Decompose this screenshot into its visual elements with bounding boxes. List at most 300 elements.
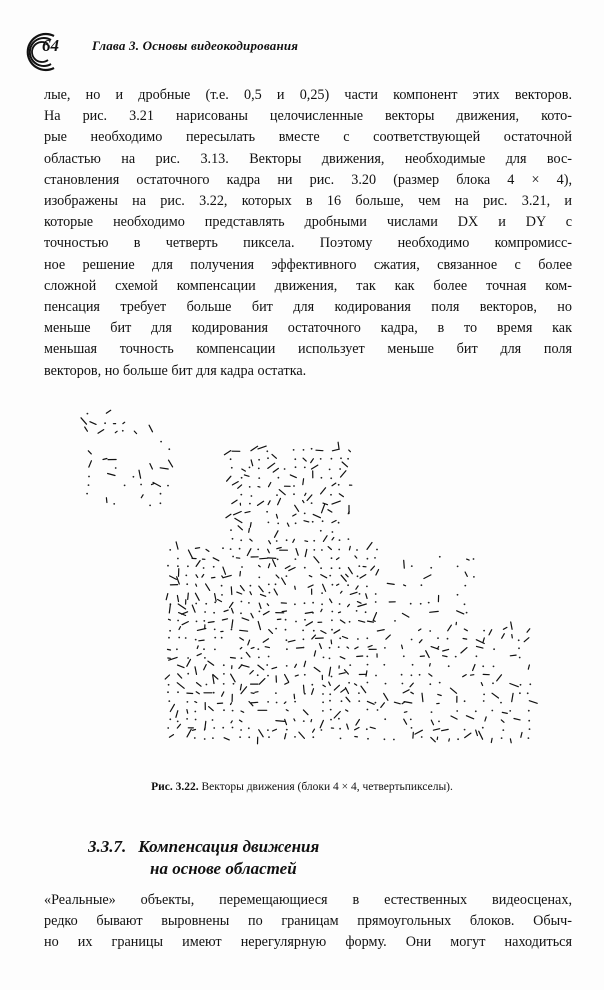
zero-vector-dot (212, 719, 214, 721)
zero-vector-dot (221, 637, 223, 639)
zero-vector-dot (339, 567, 341, 569)
section-number: 3.3.7. (88, 837, 127, 856)
motion-vector-mark (268, 564, 269, 568)
section-title-line2: на основе областей (150, 859, 297, 878)
zero-vector-dot (312, 521, 314, 523)
motion-vector-mark (356, 586, 358, 589)
zero-vector-dot (223, 664, 225, 666)
zero-vector-dot (411, 674, 413, 676)
motion-vector-mark (355, 684, 357, 685)
zero-vector-dot (338, 484, 340, 486)
motion-vector-mark (527, 629, 530, 632)
zero-vector-dot (518, 639, 520, 641)
motion-vector-mark (169, 604, 170, 613)
motion-vector-mark (195, 667, 197, 675)
motion-vector-mark (249, 528, 250, 532)
motion-vector-mark (346, 688, 349, 694)
motion-vector-mark (303, 710, 308, 715)
zero-vector-dot (341, 700, 343, 702)
motion-vector-mark (431, 737, 436, 741)
motion-vector-mark (197, 654, 201, 656)
zero-vector-dot (104, 422, 106, 424)
zero-vector-dot (311, 684, 313, 686)
motion-vector-mark (251, 693, 254, 694)
motion-vector-mark (485, 717, 486, 721)
motion-vector-mark (294, 694, 295, 699)
zero-vector-dot (268, 584, 270, 586)
motion-vector-mark (305, 612, 312, 613)
zero-vector-dot (258, 459, 260, 461)
motion-vector-mark (196, 584, 197, 586)
motion-vector-mark (269, 541, 271, 544)
motion-vector-mark (231, 721, 232, 723)
zero-vector-dot (222, 727, 224, 729)
zero-vector-dot (285, 629, 287, 631)
zero-vector-dot (359, 593, 361, 595)
zero-vector-dot (122, 430, 124, 432)
zero-vector-dot (241, 601, 243, 603)
motion-vector-mark (464, 629, 467, 631)
zero-vector-dot (320, 458, 322, 460)
motion-vector-mark (251, 460, 253, 466)
motion-vector-mark (178, 674, 182, 678)
zero-vector-dot (168, 637, 170, 639)
motion-vector-mark (321, 575, 327, 578)
motion-vector-mark (359, 621, 365, 623)
motion-vector-mark (195, 548, 199, 549)
zero-vector-dot (195, 603, 197, 605)
zero-vector-dot (339, 468, 341, 470)
zero-vector-dot (322, 520, 324, 522)
zero-vector-dot (329, 647, 331, 649)
motion-vector-mark (334, 712, 340, 719)
zero-vector-dot (133, 476, 135, 478)
motion-vector-mark (313, 729, 315, 732)
zero-vector-dot (375, 593, 377, 595)
zero-vector-dot (339, 728, 341, 730)
motion-vector-mark (370, 727, 375, 728)
motion-vector-mark (342, 462, 347, 467)
motion-vector-mark (282, 578, 286, 584)
motion-vector-mark (410, 683, 413, 687)
zero-vector-dot (519, 657, 521, 659)
zero-vector-dot (358, 692, 360, 694)
zero-vector-dot (203, 620, 205, 622)
zero-vector-dot (214, 602, 216, 604)
motion-vector-mark (275, 531, 279, 538)
zero-vector-dot (456, 710, 458, 712)
zero-vector-dot (285, 619, 287, 621)
motion-vector-mark (106, 410, 110, 413)
motion-vector-field-figure (60, 395, 550, 775)
zero-vector-dot (330, 494, 332, 496)
zero-vector-dot (321, 603, 323, 605)
motion-vector-mark (208, 661, 214, 665)
motion-vector-mark (303, 458, 306, 461)
zero-vector-dot (213, 692, 215, 694)
zero-vector-dot (275, 628, 277, 630)
motion-vector-mark (492, 693, 499, 698)
text-line: редко бывают выровнены по границам прямоугольных блоков. Обыч- (44, 913, 572, 930)
motion-vector-mark (304, 661, 306, 666)
zero-vector-dot (412, 664, 414, 666)
motion-vector-mark (199, 640, 204, 641)
zero-vector-dot (349, 664, 351, 666)
zero-vector-dot (348, 682, 350, 684)
motion-vector-mark (305, 541, 308, 542)
motion-vector-mark (334, 630, 340, 633)
motion-vector-mark (241, 665, 249, 667)
motion-vector-mark (346, 697, 350, 702)
motion-vector-mark (213, 675, 214, 683)
motion-vector-mark (177, 577, 180, 584)
motion-vector-mark (182, 612, 188, 614)
motion-vector-mark (231, 587, 232, 595)
motion-vector-mark (251, 446, 258, 450)
zero-vector-dot (520, 684, 522, 686)
motion-vector-mark (273, 560, 276, 567)
motion-vector-mark (178, 665, 185, 668)
motion-vector-mark (316, 450, 323, 451)
motion-vector-mark (471, 675, 474, 676)
zero-vector-dot (213, 566, 215, 568)
motion-vector-mark (337, 584, 339, 585)
motion-vector-mark (524, 638, 529, 642)
zero-vector-dot (519, 692, 521, 694)
motion-vector-mark (202, 575, 204, 578)
zero-vector-dot (331, 611, 333, 613)
motion-vector-mark (323, 536, 327, 542)
motion-vector-mark (197, 646, 198, 649)
zero-vector-dot (295, 466, 297, 468)
zero-vector-dot (430, 567, 432, 569)
motion-vector-mark (240, 684, 241, 690)
zero-vector-dot (196, 621, 198, 623)
zero-vector-dot (276, 540, 278, 542)
zero-vector-dot (356, 610, 358, 612)
motion-vector-mark (85, 427, 88, 431)
zero-vector-dot (277, 523, 279, 525)
text-line: меньшая точность компенсации использует меньше бит для поля (44, 341, 572, 358)
motion-vector-mark (223, 567, 226, 574)
text-line: ное решение для получения эффективного сжатия, связанное с более (44, 256, 572, 273)
motion-vector-mark (491, 738, 492, 742)
motion-vector-mark (295, 505, 299, 511)
section-title-line1: Компенсация движения (138, 837, 320, 856)
motion-vector-mark (259, 565, 261, 566)
motion-vector-mark (343, 637, 348, 639)
motion-vector-mark (309, 576, 312, 577)
motion-vector-mark (177, 724, 180, 728)
motion-vector-mark (276, 721, 285, 722)
motion-vector-mark (367, 543, 372, 550)
zero-vector-dot (321, 549, 323, 551)
motion-vector-mark (192, 605, 195, 612)
motion-vector-mark (272, 454, 276, 458)
motion-vector-mark (269, 483, 271, 487)
motion-vector-mark (521, 733, 522, 738)
motion-vector-mark (103, 459, 107, 460)
motion-vector-mark (165, 675, 169, 679)
zero-vector-dot (294, 458, 296, 460)
zero-vector-dot (186, 583, 188, 585)
zero-vector-dot (483, 700, 485, 702)
zero-vector-dot (286, 665, 288, 667)
zero-vector-dot (329, 658, 331, 660)
motion-vector-mark (295, 586, 296, 589)
zero-vector-dot (321, 592, 323, 594)
zero-vector-dot (248, 602, 250, 604)
motion-vector-mark (357, 602, 361, 604)
motion-vector-mark (265, 647, 269, 648)
motion-vector-mark (250, 671, 254, 674)
zero-vector-dot (230, 458, 232, 460)
motion-vector-mark (287, 523, 289, 526)
motion-vector-mark (286, 710, 288, 711)
zero-vector-dot (294, 701, 296, 703)
motion-vector-mark (295, 675, 298, 676)
text-line: но их границы имеют нерегулярную форму. Они могут находиться (44, 934, 572, 951)
zero-vector-dot (167, 691, 169, 693)
figure-caption (0, 781, 604, 793)
zero-vector-dot (455, 656, 457, 658)
motion-vector-mark (314, 651, 315, 656)
motion-vector-mark (502, 634, 505, 639)
zero-vector-dot (457, 594, 459, 596)
zero-vector-dot (248, 727, 250, 729)
motion-vector-mark (235, 518, 242, 522)
zero-vector-dot (258, 468, 260, 470)
zero-vector-dot (286, 648, 288, 650)
zero-vector-dot (529, 728, 531, 730)
motion-vector-mark (322, 504, 325, 512)
zero-vector-dot (358, 700, 360, 702)
motion-vector-mark (387, 583, 394, 584)
motion-vector-mark (349, 546, 350, 550)
motion-vector-mark (303, 501, 304, 503)
motion-vector-mark (449, 739, 450, 741)
motion-vector-mark (213, 558, 219, 561)
motion-vector-mark (402, 645, 403, 649)
zero-vector-dot (348, 538, 350, 540)
zero-vector-dot (377, 709, 379, 711)
zero-vector-dot (257, 674, 259, 676)
motion-vector-mark (371, 566, 375, 570)
zero-vector-dot (311, 502, 313, 504)
motion-vector-mark (337, 558, 340, 560)
motion-vector-mark (341, 471, 346, 477)
zero-vector-dot (429, 630, 431, 632)
motion-vector-mark (404, 585, 406, 586)
motion-vector-mark (341, 575, 346, 581)
zero-vector-dot (393, 739, 395, 741)
motion-vector-mark (305, 549, 307, 556)
motion-vector-mark (320, 720, 323, 727)
zero-vector-dot (268, 736, 270, 738)
zero-vector-dot (312, 612, 314, 614)
motion-vector-mark (377, 630, 384, 631)
zero-vector-dot (528, 710, 530, 712)
motion-vector-mark (374, 613, 377, 620)
motion-vector-mark (276, 514, 277, 518)
motion-vector-mark (273, 729, 277, 731)
motion-vector-mark (273, 468, 278, 472)
zero-vector-dot (293, 485, 295, 487)
zero-vector-dot (187, 701, 189, 703)
motion-vector-mark (149, 425, 152, 432)
zero-vector-dot (331, 557, 333, 559)
zero-vector-dot (86, 493, 88, 495)
zero-vector-dot (329, 700, 331, 702)
zero-vector-dot (402, 683, 404, 685)
motion-vector-mark (497, 675, 502, 681)
zero-vector-dot (502, 729, 504, 731)
zero-vector-dot (313, 630, 315, 632)
motion-vector-mark (232, 500, 237, 504)
zero-vector-dot (338, 718, 340, 720)
zero-vector-dot (365, 611, 367, 613)
motion-vector-mark (289, 568, 295, 571)
motion-vector-mark (258, 501, 264, 505)
zero-vector-dot (420, 603, 422, 605)
motion-vector-mark (169, 735, 173, 738)
motion-vector-mark (285, 683, 289, 685)
motion-vector-mark (404, 702, 412, 703)
zero-vector-dot (258, 577, 260, 579)
zero-vector-dot (258, 477, 260, 479)
zero-vector-dot (493, 666, 495, 668)
motion-vector-mark (263, 611, 269, 614)
motion-vector-mark (227, 476, 231, 481)
zero-vector-dot (240, 494, 242, 496)
motion-vector-mark (106, 498, 107, 503)
motion-vector-mark (394, 702, 400, 704)
motion-vector-mark (503, 627, 507, 629)
zero-vector-dot (231, 629, 233, 631)
zero-vector-dot (528, 737, 530, 739)
motion-vector-mark (404, 712, 407, 713)
text-line: лые, но и дробные (т.е. 0,5 и 0,25) части компонент этих векторов. (44, 87, 572, 103)
zero-vector-dot (331, 619, 333, 621)
zero-vector-dot (347, 584, 349, 586)
zero-vector-dot (375, 702, 377, 704)
motion-vector-mark (311, 720, 312, 722)
motion-vector-mark (350, 592, 357, 594)
zero-vector-dot (223, 709, 225, 711)
zero-vector-dot (251, 495, 253, 497)
zero-vector-dot (259, 611, 261, 613)
zero-vector-dot (230, 529, 232, 531)
zero-vector-dot (330, 477, 332, 479)
zero-vector-dot (367, 738, 369, 740)
zero-vector-dot (223, 683, 225, 685)
zero-vector-dot (169, 549, 171, 551)
motion-vector-mark (267, 604, 268, 606)
motion-vector-mark (321, 631, 326, 634)
zero-vector-dot (203, 567, 205, 569)
motion-vector-mark (328, 510, 332, 512)
motion-vector-mark (437, 647, 438, 649)
motion-vector-mark (232, 620, 233, 628)
motion-vector-mark (442, 729, 449, 730)
zero-vector-dot (448, 665, 450, 667)
motion-vector-mark (431, 720, 433, 725)
motion-vector-mark (373, 620, 375, 621)
motion-vector-mark (206, 584, 210, 591)
zero-vector-dot (385, 683, 387, 685)
zero-vector-dot (248, 736, 250, 738)
motion-vector-mark (466, 716, 473, 719)
zero-vector-dot (500, 702, 502, 704)
motion-vector-mark (311, 459, 314, 463)
motion-vector-mark (259, 603, 261, 608)
text-line: меньше бит для кодирования остаточного кадра, в то время как (44, 320, 572, 337)
zero-vector-dot (366, 637, 368, 639)
zero-vector-dot (330, 709, 332, 711)
zero-vector-dot (339, 539, 341, 541)
zero-vector-dot (149, 505, 151, 507)
zero-vector-dot (239, 736, 241, 738)
motion-vector-mark (247, 549, 251, 556)
zero-vector-dot (483, 694, 485, 696)
zero-vector-dot (286, 575, 288, 577)
zero-vector-dot (357, 638, 359, 640)
motion-vector-mark (424, 575, 431, 579)
motion-vector-mark (288, 640, 295, 642)
zero-vector-dot (322, 710, 324, 712)
zero-vector-dot (473, 558, 475, 560)
motion-vector-mark (234, 512, 242, 515)
motion-vector-mark (284, 702, 286, 704)
zero-vector-dot (303, 449, 305, 451)
zero-vector-dot (160, 502, 162, 504)
zero-vector-dot (222, 547, 224, 549)
motion-vector-mark (443, 649, 449, 651)
motion-vector-mark (240, 630, 248, 631)
motion-vector-mark (512, 635, 513, 638)
motion-vector-mark (381, 703, 385, 708)
motion-vector-mark (188, 550, 192, 558)
motion-vector-mark (177, 596, 178, 602)
body-paragraph (44, 85, 572, 382)
motion-vector-mark (529, 701, 537, 704)
motion-vector-mark (241, 711, 244, 712)
motion-vector-mark (153, 482, 161, 486)
zero-vector-dot (322, 693, 324, 695)
zero-vector-dot (221, 585, 223, 587)
motion-vector-mark (240, 572, 241, 576)
motion-vector-mark (312, 689, 314, 695)
zero-vector-dot (187, 673, 189, 675)
motion-vector-mark (251, 648, 254, 649)
motion-vector-mark (510, 684, 518, 687)
zero-vector-dot (160, 441, 162, 443)
zero-vector-dot (313, 540, 315, 542)
motion-vector-mark (331, 640, 332, 644)
motion-vector-mark (463, 675, 467, 677)
motion-vector-mark (328, 547, 331, 550)
motion-vector-mark (411, 692, 414, 694)
motion-vector-mark (268, 549, 270, 553)
zero-vector-dot (293, 493, 295, 495)
motion-vector-mark (248, 640, 250, 645)
text-line: «Реальные» объекты, перемещающиеся в естественных видеосценах, (44, 892, 572, 908)
zero-vector-dot (509, 710, 511, 712)
zero-vector-dot (293, 449, 295, 451)
zero-vector-dot (464, 585, 466, 587)
motion-vector-mark (150, 464, 153, 469)
motion-vector-mark (368, 621, 374, 622)
